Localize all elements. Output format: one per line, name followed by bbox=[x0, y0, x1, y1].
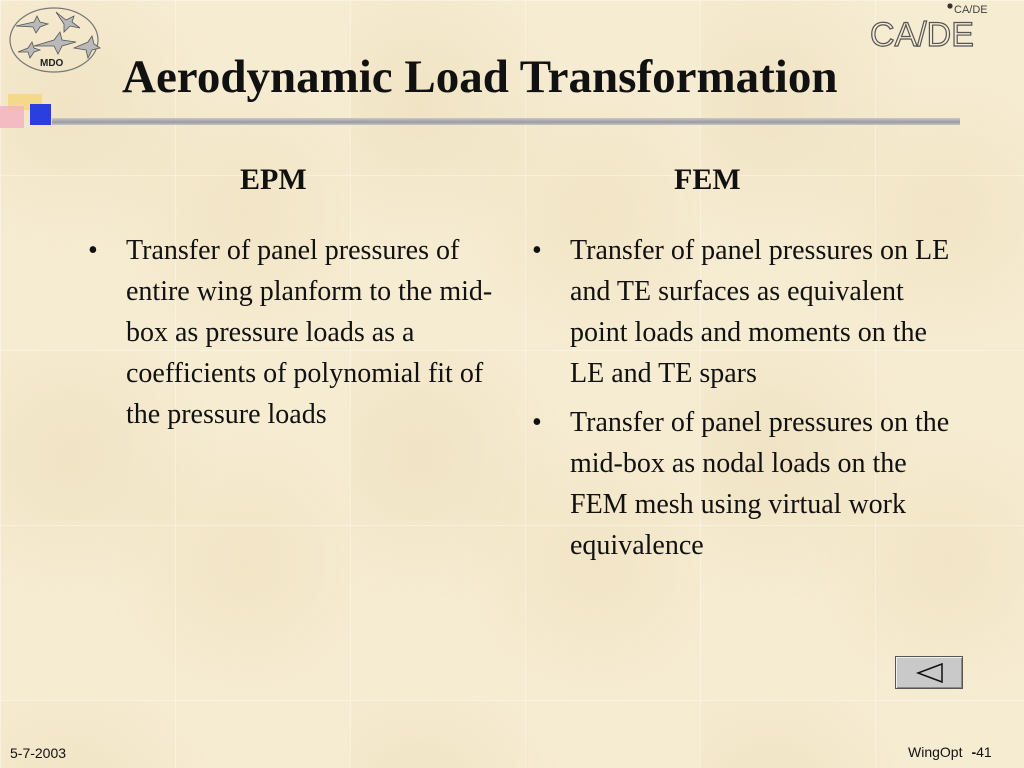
footer-page-info bbox=[908, 744, 992, 760]
mdo-logo-text: MDO bbox=[40, 58, 64, 69]
bullet-item: • Transfer of panel pressures on LE and TE surfaces as equivalent point loads and moments on the LE and TE spars bbox=[528, 230, 958, 394]
bullet-item: • Transfer of panel pressures on the mid-box as nodal loads on the FEM mesh using virtual work equivalence bbox=[528, 402, 958, 566]
mdo-logo bbox=[4, 2, 104, 76]
cade-logo bbox=[866, 0, 996, 56]
footer-date: 5-7-2003 bbox=[10, 745, 67, 761]
title-accent-squares bbox=[0, 92, 60, 134]
footer-separator: - bbox=[971, 744, 977, 760]
accent-blue-square bbox=[30, 104, 51, 125]
epm-bullet-list bbox=[84, 230, 494, 443]
triangle-left-icon bbox=[915, 662, 945, 684]
back-button[interactable] bbox=[895, 656, 963, 689]
bullet-item: • Transfer of panel pressures of entire wing planform to the mid-box as pressure loads as a coefficients of polynomial fit of the pressure loads bbox=[84, 230, 494, 435]
cade-logo-small-text: CA/DE bbox=[954, 4, 988, 16]
fem-bullet-list bbox=[528, 230, 958, 574]
cade-logo-icon bbox=[866, 0, 996, 56]
footer-page-number: 41 bbox=[976, 744, 992, 760]
accent-pink-square bbox=[0, 106, 24, 128]
aircraft-cluster-icon bbox=[4, 2, 104, 76]
footer-app-name: WingOpt bbox=[908, 744, 963, 760]
column-heading-fem: FEM bbox=[674, 163, 741, 196]
column-heading-epm: EPM bbox=[240, 163, 307, 196]
cade-logo-text: CA/DE bbox=[870, 16, 974, 54]
title-divider bbox=[52, 118, 960, 125]
slide-title: Aerodynamic Load Transformation bbox=[122, 51, 838, 103]
